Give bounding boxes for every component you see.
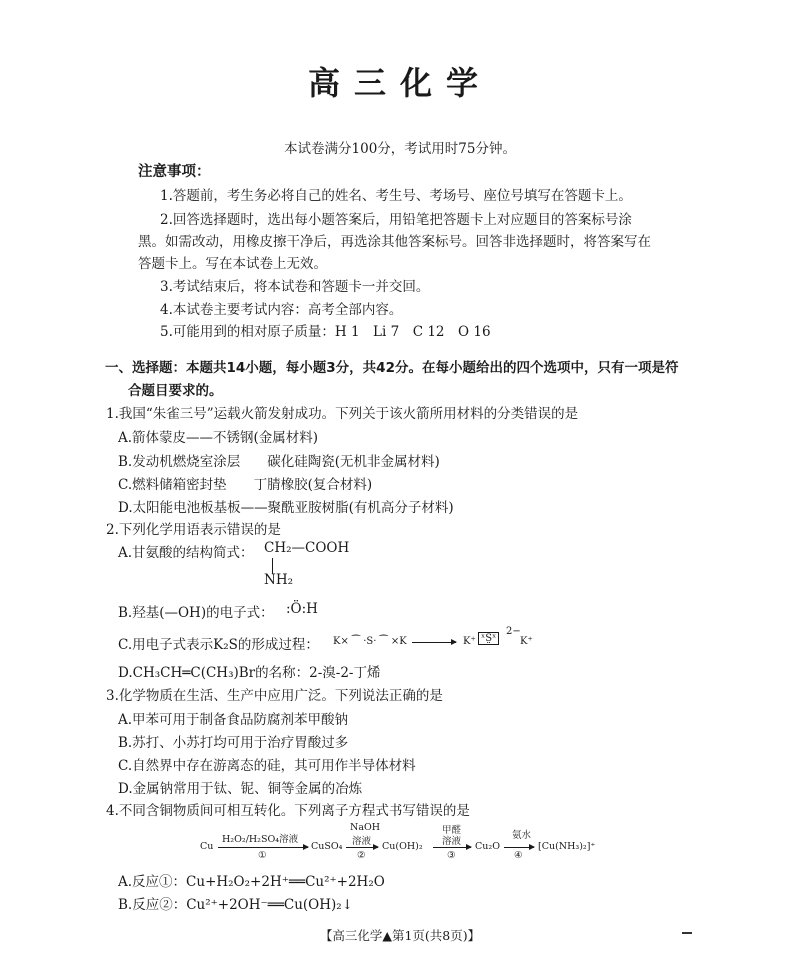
copper-conversion-scheme	[200, 822, 620, 862]
scheme-reagent-2b: 溶液	[352, 836, 372, 847]
k2s-product-sulfide	[478, 629, 499, 645]
q2-option-d: D.CH₃CH═C(CH₃)Br的名称：2-溴-2-丁烯	[118, 665, 381, 681]
note-item-3: 3.考试结束后，将本试卷和答题卡一并交回。	[160, 279, 430, 295]
note-item-4: 4.本试卷主要考试内容：高考全部内容。	[160, 302, 403, 318]
q1-option-a: A.箭体蒙皮——不锈钢(金属材料)	[118, 430, 319, 446]
q3-option-c: C.自然界中存在游离态的硅，其可用作半导体材料	[118, 758, 416, 774]
scheme-arrow-4	[504, 847, 534, 848]
q4-option-b: B.反应②：Cu²⁺+2OH⁻══Cu(OH)₂↓	[118, 897, 354, 913]
q2-option-b-label: B.羟基(—OH)的电子式：	[118, 605, 274, 621]
hydroxyl-electron-formula: :Ö:H	[286, 601, 318, 617]
scheme-step-1: ①	[258, 850, 267, 861]
scheme-species-cu2o: Cu₂O	[475, 841, 500, 852]
note-item-2-end: 答题卡上。写在本试卷上无效。	[138, 256, 327, 272]
k2s-product-k1: K⁺	[463, 636, 476, 647]
note-item-2: 2.回答选择题时，选出每小题答案后，用铅笔把答题卡上对应题目的答案标号涂	[160, 212, 632, 228]
q3-option-d: D.金属钠常用于钛、铌、铜等金属的冶炼	[118, 781, 363, 797]
notes-heading: 注意事项：	[138, 164, 211, 180]
q1-option-b: B.发动机燃烧室涂层 碳化硅陶瓷(无机非金属材料)	[118, 454, 440, 470]
scheme-arrow-1	[218, 847, 308, 848]
q3-option-b: B.苏打、小苏打均可用于治疗胃酸过多	[118, 735, 349, 751]
glycine-top: CH₂—COOH	[264, 540, 350, 556]
scheme-reagent-1: H₂O₂/H₂SO₄溶液	[222, 834, 299, 845]
section-heading: 一、选择题：本题共14小题，每小题3分，共42分。在每小题给出的四个选项中，只有一项是符	[105, 360, 679, 376]
sulfide-bracket: ˣS̤ˣ	[478, 632, 499, 645]
scheme-step-3: ③	[447, 850, 456, 861]
scheme-species-cu: Cu	[200, 841, 214, 852]
k2s-arrow	[412, 642, 456, 643]
section-heading-cont: 合题目要求的。	[128, 383, 223, 399]
scheme-species-cuoh2: Cu(OH)₂	[382, 841, 423, 852]
corner-mark	[682, 932, 692, 934]
k2s-product-k2: K⁺	[520, 636, 533, 647]
scheme-arrow-2	[346, 847, 378, 848]
scheme-species-complex: [Cu(NH₃)₂]⁺	[538, 841, 596, 852]
q3-option-a: A.甲苯可用于制备食品防腐剂苯甲酸钠	[118, 712, 349, 728]
q1-option-d: D.太阳能电池板基板——聚酰亚胺树脂(有机高分子材料)	[118, 500, 454, 516]
k2s-product-charge: 2−	[506, 626, 521, 637]
scheme-species-cuso4: CuSO₄	[311, 841, 343, 852]
scheme-arrow-3	[433, 847, 471, 848]
scheme-reagent-4: 氨水	[512, 830, 532, 841]
q4-stem: 4.不同含铜物质间可相互转化。下列离子方程式书写错误的是	[106, 803, 470, 819]
q1-stem: 1.我国“朱雀三号”运载火箭发射成功。下列关于该火箭所用材料的分类错误的是	[106, 406, 579, 422]
scheme-reagent-3a: 甲醛	[442, 825, 462, 836]
note-item-5: 5.可能用到的相对原子质量：H 1 Li 7 C 12 O 16	[160, 324, 491, 340]
note-item-1: 1.答题前，考生务必将自己的姓名、考生号、考场号、座位号填写在答题卡上。	[160, 188, 632, 204]
glycine-bottom: NH₂	[264, 572, 293, 588]
k2s-reactants: K× ⁀ ·S· ⁀ ×K	[333, 636, 407, 647]
scheme-step-4: ④	[514, 850, 523, 861]
scheme-step-2: ②	[357, 850, 366, 861]
q3-stem: 3.化学物质在生活、生产中应用广泛。下列说法正确的是	[106, 688, 443, 704]
q2-stem: 2.下列化学用语表示错误的是	[106, 522, 281, 538]
page-footer: 【高三化学▲第1页(共8页)】	[319, 928, 481, 943]
exam-subtitle: 本试卷满分100分，考试用时75分钟。	[284, 141, 516, 157]
scheme-reagent-3b: 溶液	[442, 836, 462, 847]
scheme-reagent-2a: NaOH	[350, 822, 381, 833]
q1-option-c: C.燃料储箱密封垫 丁腈橡胶(复合材料)	[118, 477, 373, 493]
note-item-2-cont: 黑。如需改动，用橡皮擦干净后，再选涂其他答案标号。回答非选择题时，将答案写在	[138, 234, 651, 250]
q2-option-c-label: C.用电子式表示K₂S的形成过程：	[118, 637, 319, 653]
q2-option-a-label: A.甘氨酸的结构简式：	[118, 545, 254, 561]
page-title: 高三化学	[307, 64, 492, 102]
q4-option-a: A.反应①：Cu+H₂O₂+2H⁺══Cu²⁺+2H₂O	[118, 874, 385, 890]
